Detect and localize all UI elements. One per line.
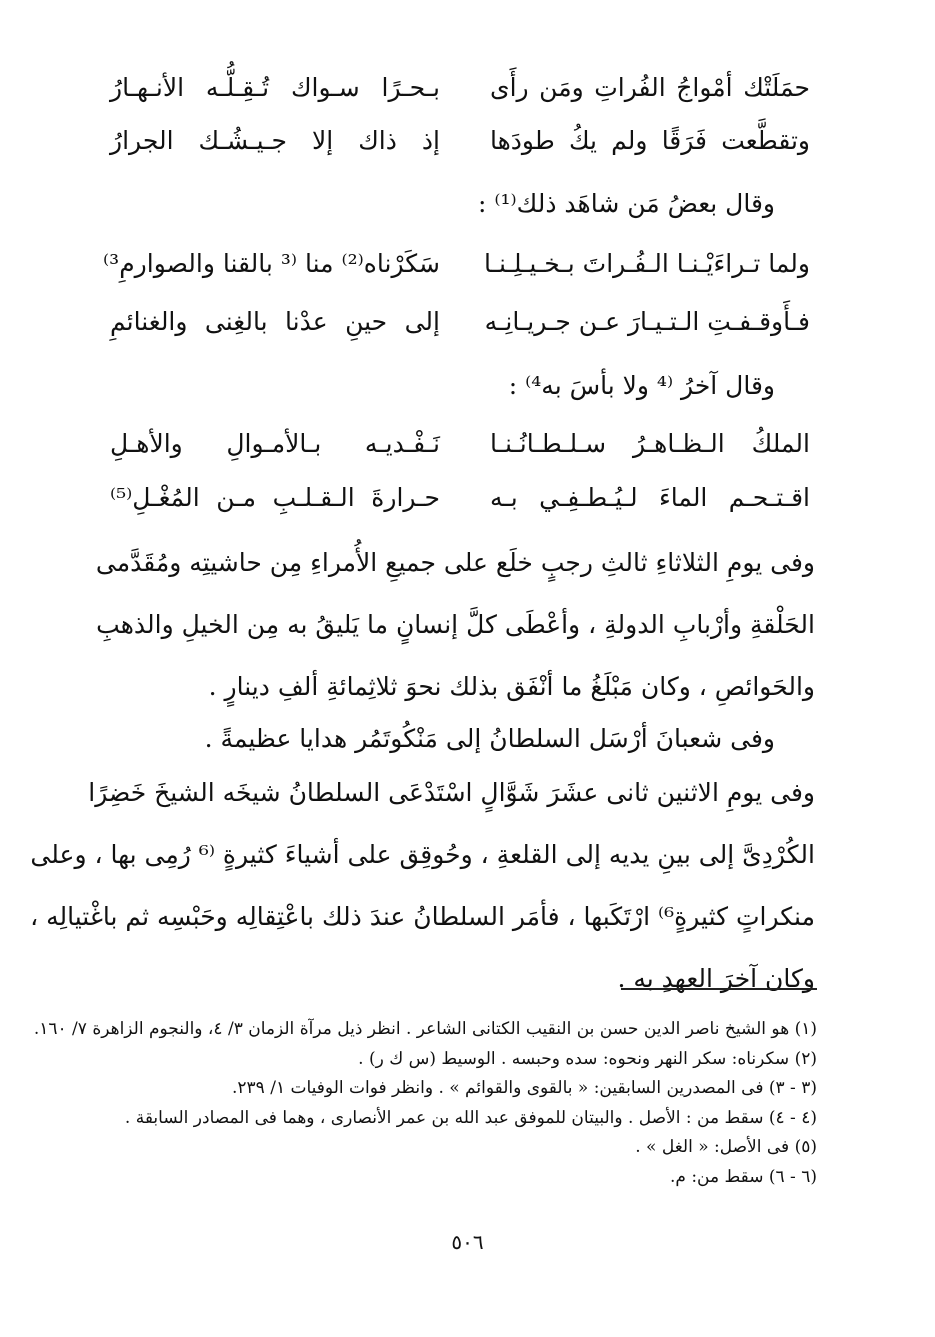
footnote: (٣ - ٣) فى المصدرين السابقين: « بالقوى والقوائم » . وانظر فوات الوفيات ١/ ٢٣٩. (231, 1078, 817, 1098)
verse-second-hemistich: إذ ذاك إلا جـيـشُـك الجرارُ (110, 126, 440, 155)
verse-first-hemistich: ولما تـراءَيْـنـا الـفُـراتَ بـخـيـلِـنـا (484, 249, 810, 278)
verse-line (110, 474, 810, 522)
verse-line (110, 420, 810, 468)
verse-line (110, 298, 810, 346)
footnote: (٦ - ٦) سقط من: م. (669, 1166, 817, 1187)
verse-first-hemistich: الملكُ الـظـاهـرُ سـلـطـانُـنـا (490, 429, 810, 458)
footnote: (٥) فى الأصل: « الغل » . (635, 1137, 817, 1157)
verse-first-hemistich: فـأَوقـفـتِ الـتـيـارَ عـن جـريـانِـه (484, 307, 810, 336)
verse-second-hemistich: بـحـرًا سـواك تُـقِـلُّـه الأنـهـارُ (110, 73, 440, 102)
verse-line (110, 64, 810, 112)
footnote-separator (621, 988, 817, 990)
footnote: (٢) سكرناه: سكر النهر ونحوه: سده وحبسه . الوسيط (س ك ر) . (358, 1048, 817, 1069)
paragraph-line: الكُرْدِىَّ إلى بينِ يديه إلى القلعةِ ، وحُوقِق على أشياءَ كثيرةٍ ⁽⁶ رُمِى بها ، وعلى (30, 840, 815, 869)
paragraph-line: وفى شعبانَ أرْسَل السلطانُ إلى مَنْكُوتَمُر هدايا عظيمةً . (204, 724, 775, 753)
paragraph-line: وكان آخرَ العهدِ به . (617, 964, 815, 993)
paragraph-line: الحَلْقةِ وأرْبابِ الدولةِ ، وأعْطَى كلَّ إنسانٍ ما يَليقُ به مِن الخيلِ والذهبِ (96, 610, 815, 639)
poem-intro: وقال آخرُ ⁽⁴ ولا بأسَ به⁴⁾ : (508, 371, 775, 400)
paragraph-line: والحَوائصِ ، وكان مَبْلَغُ ما أنْفَق بذلك نحوَ ثلاثِمائةِ ألفِ دينارٍ . (208, 672, 815, 701)
paragraph (30, 762, 815, 1010)
verse-second-hemistich: سَكَرْناه⁽²⁾ منا ⁽³ بالقنا والصوارمِ³⁾ (103, 249, 440, 278)
footnote: (٤ - ٤) سقط من : الأصل . والبيتان للموفق عبد الله بن عمر الأنصارى ، وهما فى المصادر السابقة . (124, 1107, 817, 1128)
paragraph (110, 708, 815, 770)
paragraph-line: وفى يومِ الثلاثاءِ ثالثِ رجبٍ خلَع على جميعِ الأُمراءِ مِن حاشيتِه ومُقَدَّمى (95, 548, 815, 577)
verse-first-hemistich: حمَلَتْك أمْواجُ الفُراتِ ومَن رأَى (490, 73, 810, 102)
verse-second-hemistich: نَـفْـديـه بـالأمـوالِ والأهـلِ (110, 429, 440, 458)
footnotes (33, 1015, 817, 1192)
paragraph-line: منكراتٍ كثيرةٍ⁶⁾ ارْتَكَبها ، فأمَر السلطانُ عندَ ذلك باعْتِقالِه وحَبْسِه ثم باغْتيالِه ، (30, 902, 815, 931)
footnote: (١) هو الشيخ ناصر الدين حسن بن النقيب الكتانى الشاعر . انظر ذيل مرآة الزمان ٣/ ٤، والنجوم الزاهرة ٧/ ١٦٠. (33, 1019, 817, 1039)
verse-second-hemistich: إلى حينِ عدْنا بالغِنى والغنائمِ (110, 307, 440, 336)
page-number: ٥٠٦ (451, 1230, 484, 1254)
verse-line (103, 240, 810, 288)
poem-intro: وقال بعضُ مَن شاهَد ذلك⁽¹⁾ : (477, 189, 775, 218)
verse-first-hemistich: اقـتـحـم الماءَ لـيُـطـفِـي بـه (490, 483, 810, 512)
verse-second-hemistich: حـرارةَ الـقـلـبِ مـن المُغْـلِ⁽⁵⁾ (110, 483, 440, 512)
verse-first-hemistich: وتقطَّعت فَرَقًا ولم يكُ طودَها (490, 126, 810, 155)
verse-line (110, 117, 810, 165)
paragraph (95, 532, 815, 718)
paragraph-line: وفى يومِ الاثنين ثانى عشَرَ شَوَّالٍ اسْتَدْعَى السلطانُ شيخَه الشيخَ خَضِرًا (88, 778, 815, 807)
